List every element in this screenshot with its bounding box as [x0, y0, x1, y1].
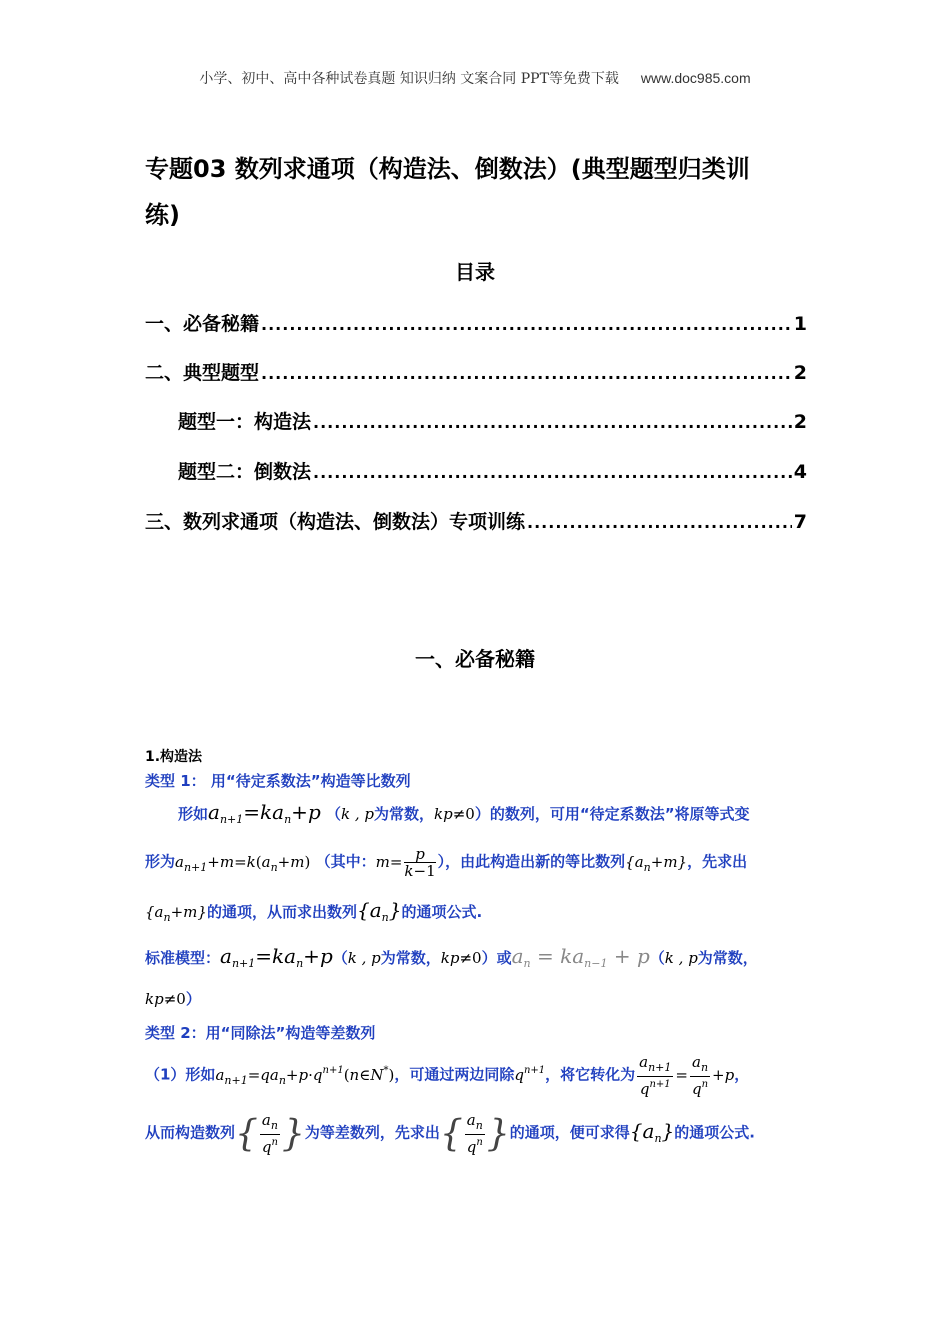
text-run: （ — [325, 805, 341, 823]
type2-label: 类型 2：用“同除法”构造等差数列 — [145, 1024, 376, 1042]
header-url[interactable]: www.doc985.com — [640, 70, 751, 86]
formula-kp-nonzero: kp≠0 — [145, 990, 186, 1008]
formula-recurrence-alt: $a_n = ka_{n-1} + p$ — [511, 944, 650, 970]
formula-q-power: $q^{n+1}$ — [514, 1064, 546, 1084]
text-run: （1）形如 — [145, 1065, 216, 1084]
text-run: 的通项，便可求得 — [509, 1123, 630, 1142]
title-line-2: 练) — [145, 201, 180, 229]
formula-seq-an: $\{a_n\}$ — [356, 898, 402, 924]
toc-leader — [261, 315, 792, 334]
text-run: 标准模型： — [145, 949, 221, 967]
toc-leader — [527, 513, 792, 532]
document-title — [145, 146, 815, 238]
text-run: 为常数， — [697, 949, 758, 967]
toc-item-page: 2 — [793, 411, 807, 433]
toc-item-label: 题型一：构造法 — [178, 411, 312, 433]
text-run: 的通项公式. — [401, 903, 483, 921]
formula-seq-an-plus-m: $\{a_n+m\}$ — [145, 903, 207, 924]
formula-seq-an-over-qn: { $\frac{a_n}{q^n}$ } — [439, 1111, 510, 1156]
formula-recurrence: $a_{n+1}=ka_n+p$ — [208, 800, 321, 826]
text-run: 为等差数列，先求出 — [304, 1123, 440, 1142]
section-title: 一、必备秘籍 — [415, 647, 535, 671]
type2-paragraph-line-2 — [145, 1112, 815, 1155]
formula-seq-an-plus-m: $\{a_n+m\}$ — [625, 852, 688, 874]
formula-kp-nonzero: kp≠0 — [440, 949, 482, 967]
toc-item-page: 2 — [793, 362, 807, 384]
toc-item-label: 一、必备秘籍 — [145, 313, 260, 335]
text-run: （ — [649, 949, 665, 967]
toc-title: 目录 — [455, 260, 495, 284]
formula-kp: k , p — [664, 949, 698, 967]
type1-paragraph-line-3 — [145, 898, 815, 924]
text-run: 为常数， — [374, 805, 435, 823]
header-text: 小学、初中、高中各种试卷真题 知识归纳 文案合同 PPT等免费下载 — [199, 71, 619, 87]
formula-kp: k , p — [341, 805, 374, 823]
text-run: ，可通过两边同除 — [394, 1065, 515, 1084]
toc-leader — [313, 463, 792, 482]
text-run: （ — [332, 949, 348, 967]
text-run: ，将它转化为 — [545, 1065, 636, 1084]
type2-paragraph-line-1 — [145, 1054, 815, 1097]
formula-recurrence: $a_{n+1}=ka_n+p$ — [220, 944, 333, 970]
toc-item[interactable] — [145, 507, 807, 537]
formula-recurrence-q: $a_{n+1}=qa_n+p\cdot q^{n+1}(n\in N^*)$ — [215, 1064, 395, 1087]
title-line-1: 专题03 数列求通项（构造法、倒数法）(典型题型归类训 — [145, 155, 750, 183]
text-run: 形如 — [178, 805, 209, 823]
toc-item-page: 1 — [793, 313, 807, 335]
standard-model-line-2 — [145, 988, 815, 1009]
toc-item[interactable] — [145, 358, 807, 388]
text-run: ），由此构造出新的等比数列 — [437, 852, 626, 871]
toc-leader — [313, 413, 792, 432]
text-run: 的通项，从而求出数列 — [206, 903, 357, 921]
formula-divided: $\frac{a_{n+1}}{q^{n+1}}$ = $\frac{a_n}{q^n}$ +p — [639, 1053, 735, 1098]
text-run: ， — [734, 1065, 750, 1084]
toc-item-label: 题型二：倒数法 — [178, 461, 312, 483]
text-run: ）的数列，可用“待定系数法”将原等式变 — [474, 805, 750, 823]
formula-transformed: $a_{n+1}+m=k(a_n+m)$ — [175, 852, 311, 874]
toc-item[interactable] — [178, 457, 807, 487]
text-run: ，先求出 — [687, 852, 748, 871]
formula-kp-nonzero: kp≠0 — [434, 805, 475, 823]
text-run: ） — [185, 990, 201, 1008]
formula-seq-an-over-qn: { $\frac{a_n}{q^n}$ } — [235, 1111, 305, 1156]
text-run: 的通项公式. — [674, 1123, 755, 1142]
formula-seq-an: $\{a_n\}$ — [629, 1118, 675, 1145]
toc-item-label: 三、数列求通项（构造法、倒数法）专项训练 — [145, 511, 526, 533]
toc-item-label: 二、典型题型 — [145, 362, 260, 384]
text-run: （其中： — [315, 852, 376, 871]
text-run: 形为 — [145, 852, 176, 871]
type1-paragraph-line-1 — [178, 800, 848, 826]
toc-item-page: 7 — [793, 511, 807, 533]
standard-model-line — [145, 944, 815, 970]
text-run: 为常数， — [380, 949, 441, 967]
text-run: ）或 — [481, 949, 512, 967]
section-heading: 1.构造法 — [145, 749, 203, 765]
toc-item[interactable] — [145, 309, 807, 339]
toc-item-page: 4 — [793, 461, 807, 483]
formula-m: m= $\frac{p}{k-1}$ — [375, 845, 436, 880]
formula-kp: k , p — [347, 949, 381, 967]
type1-paragraph-line-2 — [145, 846, 815, 879]
page-header — [0, 68, 950, 88]
text-run: 从而构造数列 — [145, 1123, 236, 1142]
toc-item[interactable] — [178, 407, 807, 437]
type1-label: 类型 1： 用“待定系数法”构造等比数列 — [145, 772, 411, 790]
toc-leader — [261, 364, 792, 383]
